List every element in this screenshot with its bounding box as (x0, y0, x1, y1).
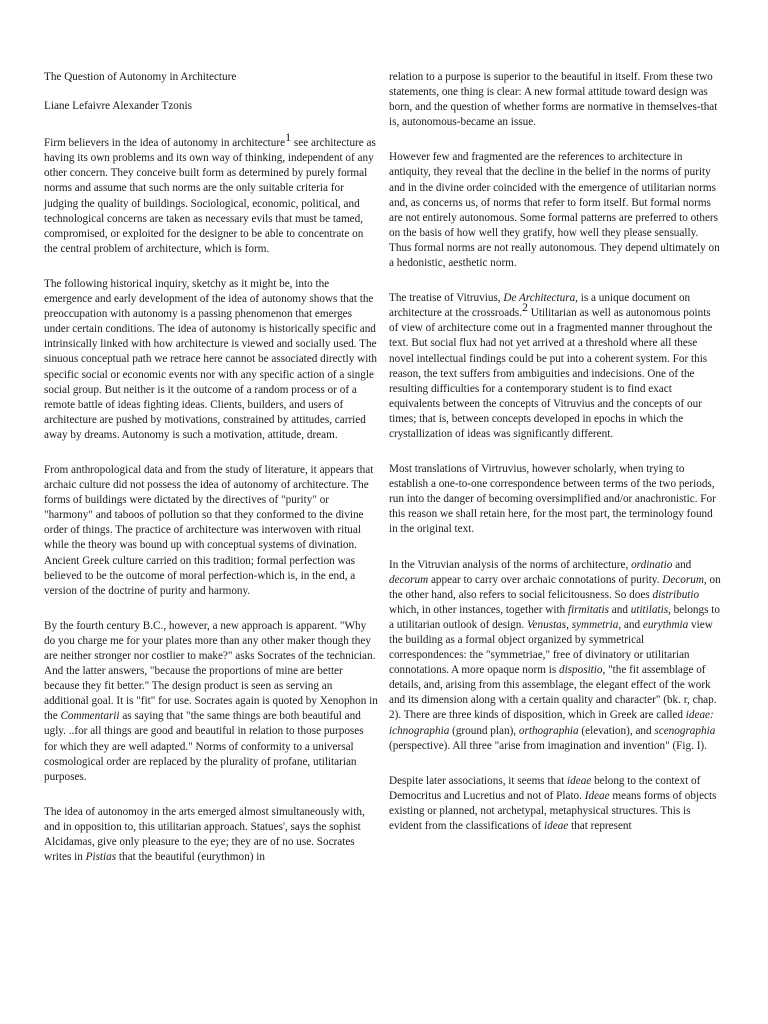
paper-title: The Question of Autonomy in Architecture (44, 71, 237, 83)
footnote-marker[interactable]: 1 (285, 130, 292, 145)
paragraph: From anthropological data and from the study of literature, it appears that archaic culture did not possess the idea of autonomy of architecture. The forms of buildings were dictated by the directives of "purity" or "harmony" and taboos of pollution so that they conformed to the divine order of things. The practice of architecture was interwoven with ritual while the theory was bound up with conceptual systems of divination. Ancient Greek culture carried on this tradition; formal perfection was believed to be the outcome of moral perfection-which is, in the end, a version of the doctrine of purity and harmony. (44, 463, 374, 597)
left-column (44, 70, 378, 885)
footnote-marker[interactable]: 2 (521, 300, 528, 315)
paragraph: By the fourth century B.C., however, a new approach is apparent. "Why do you charge me for your plates more than any other maker though they are neither stronger nor costlier to make?" asks Socrates of the technician. And the latter answers, "because the proportions of mine are better because they fit better." The design product is seen as serving an additional goal. It is "fit" for use. Socrates again is quoted by Xenophon in the Commentarii as saying that "the same things are both beautiful and ugly. ..for all things are good and beautiful in relation to those purposes for which they are well adapted." Norms of conformity to a universal cosmological order are replaced by the plurality of profane, utilitarian purposes. (44, 619, 378, 783)
paragraph: Despite later associations, it seems that ideae belong to the context of Democritus and Lucretius and not of Plato. Ideae means forms of objects existing or planned, not archetypal, metaphysical structures. This is evident from the classifications of ideae that represent (389, 774, 717, 833)
paragraph: However few and fragmented are the references to architecture in antiquity, they reveal that the decline in the belief in the norms of purity and in the divine order coincided with the emergence of utilitarian norms and, as concerns us, of norms that refer to form itself. But formal norms are not entirely autonomous. Some formal patterns are preferred to others on the basis of how well they gratify, how well they please sensually. Thus formal norms are not really autonomous. They depend ultimately on a hedonistic, aesthetic norm. (389, 151, 720, 270)
paragraph: Firm believers in the idea of autonomy in architecture$^1$ see architecture as having its own problems and its own way of thinking, independent of any other concern. They conceive built form as determined by purely formal norms and assume that such norms are the only suitable criteria for judging the quality of buildings. Sociological, economic, political, and technological concerns are taken as necessary evils that must be tamed, compromised, or exploited for the designer to be able to concentrate on the central problem of architecture, which is form. (44, 130, 376, 255)
paragraph: The following historical inquiry, sketchy as it might be, into the emergence and early development of the idea of autonomy shows that the preoccupation with autonomy is a passing phenomenon that emerges under certain conditions. The idea of autonomy is historically specific and intrinsically linked with how architecture is viewed and socially used. The sinuous conceptual path we retrace here cannot be associated directly with specific social or economic events nor with any specific action of a single social group. But neither is it the outcome of a random process or of a remote battle of ideas fighting ideas. Clients, builders, and users of architecture are pushed by motivations, constrained by attitudes, carried away by dreams. Autonomy is such a motivation, attitude, dream. (44, 277, 378, 441)
right-column (389, 70, 721, 854)
paragraph: The treatise of Vitruvius, De Architectura, is a unique document on architecture at the crossroads.$^2$ Utilitarian as well as autonomous points of view of architecture come out in a fragmented manner throughout the text. But social flux had not yet arrived at a threshold where all these novel intellectual findings could be put into a coherent system. For this reason, the text suffers from ambiguities and indecisions. One of the resulting difficulties for a contemporary student is to find exact equivalents between the concepts of Vitruvius and the concepts of our times; that is, between concepts developed in epochs in which the crystallization of ideas was significantly different. (389, 292, 713, 440)
paper-authors: Liane Lefaivre Alexander Tzonis (44, 100, 192, 113)
paragraph: relation to a purpose is superior to the beautiful in itself. From these two statements, one thing is clear: A new formal attitude toward design was born, and the question of whether forms are normative in themselves-that is, autonomous-became an issue. (389, 71, 718, 129)
paragraph: Most translations of Virtruvius, however scholarly, when trying to establish a one-to-one correspondence between terms of the two periods, run into the danger of becoming oversimplified and/or anachronistic. For this reason we shall retain here, for the most part, the terminology found in the original text. (389, 463, 716, 536)
paragraph: In the Vitruvian analysis of the norms of architecture, ordinatio and decorum appear to carry over archaic connotations of purity. Decorum, on the other hand, also refers to social felicitousness. So does distributio which, in other instances, together with firmitatis and utitilatis, belongs to a utilitarian outlook of design. Venustas, symmetria, and eurythmia view the building as a formal object organized by symmetrical correspondences: the "symmetriae," free of divinatory or utilitarian connotations. A more opaque norm is dispositio, "the fit assemblage of details, and, arising from this assemblage, the elegant effect of the work and its dimension along with a certain quality and character" (bk. r, chap. 2). There are three kinds of disposition, which in Greek are called ideae: ichnographia (ground plan), orthographia (elevation), and scenographia (perspective). All three "arise from imagination and invention" (Fig. I). (389, 558, 721, 752)
paragraph: The idea of autonomoy in the arts emerged almost simultaneously with, and in opposition to, this utilitarian approach. Statues', says the sophist Alcidamas, give only pleasure to the eye; they are of no use. Socrates writes in Pistias that the beautiful (eurythmon) in (44, 805, 365, 864)
